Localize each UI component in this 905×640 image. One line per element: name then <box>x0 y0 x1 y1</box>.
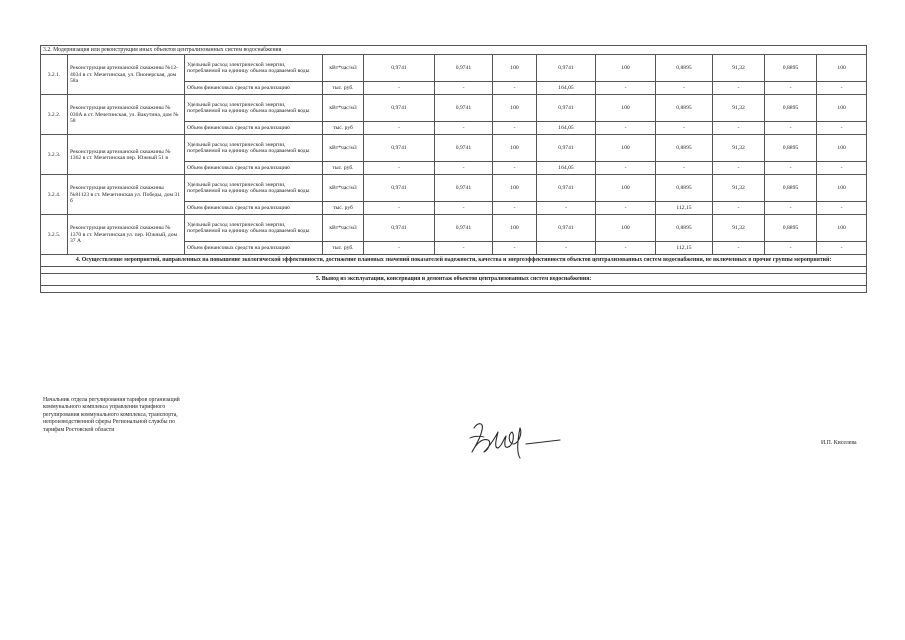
value-cell: 0,9741 <box>364 55 435 82</box>
value-cell: - <box>656 122 713 135</box>
value-cell: 0,8895 <box>656 175 713 202</box>
value-cell: - <box>493 162 537 175</box>
measure-number: 3.2.4. <box>41 175 68 215</box>
signer-title: Начальник отдела регулирования тарифов организаций коммунального комплекса управления тарифного регулирования коммунального комплекса, транспорта, непроизводственной сферы Региональной службы по тарифам Ростовской области <box>43 397 180 433</box>
value-cell: - <box>765 202 817 215</box>
value-cell: 0,9741 <box>435 55 493 82</box>
value-cell: 0,8895 <box>656 95 713 122</box>
value-cell: - <box>493 82 537 95</box>
indicator-unit: тыс. руб. <box>323 162 364 175</box>
value-cell: 100 <box>493 55 537 82</box>
indicator-label: Объем финансовых средств на реализацию <box>185 82 323 95</box>
value-cell: - <box>817 242 867 255</box>
measure-number: 3.2.3. <box>41 135 68 175</box>
value-cell: 100 <box>596 55 656 82</box>
value-cell: - <box>713 82 765 95</box>
value-cell: - <box>435 122 493 135</box>
indicator-label: Удельный расход электрической энергии, потребляемой на единицу объема подаваемой воды <box>185 215 323 242</box>
value-cell: - <box>364 162 435 175</box>
measure-number: 3.2.2. <box>41 95 68 135</box>
blank-row <box>41 286 867 293</box>
measure-row-energy <box>41 175 867 202</box>
signer-name: И.П. Киселева <box>821 440 857 446</box>
section-3-2-row <box>41 46 867 55</box>
value-cell: - <box>713 122 765 135</box>
value-cell: 0,9741 <box>537 215 596 242</box>
value-cell: - <box>596 82 656 95</box>
value-cell: - <box>656 82 713 95</box>
value-cell: 100 <box>493 95 537 122</box>
value-cell: 0,8895 <box>765 95 817 122</box>
value-cell: - <box>364 242 435 255</box>
value-cell: - <box>817 202 867 215</box>
measure-row-energy <box>41 215 867 242</box>
measure-name: Реконструкция артезианской скважины № 1370 в ст. Мечетинская ул. пер. Южный, дом 37 А <box>68 215 185 255</box>
value-cell: 0,9741 <box>435 135 493 162</box>
value-cell: 100 <box>817 55 867 82</box>
value-cell: 100 <box>817 175 867 202</box>
measure-name: Реконструкция артезианской скважины № 1362 в ст. Мечетинская пер. Южный 51 в <box>68 135 185 175</box>
value-cell: 0,9741 <box>435 175 493 202</box>
indicator-label: Объем финансовых средств на реализацию <box>185 242 323 255</box>
indicator-label: Удельный расход электрической энергии, потребляемой на единицу объема подаваемой воды <box>185 175 323 202</box>
value-cell: - <box>435 202 493 215</box>
value-cell: 100 <box>596 95 656 122</box>
value-cell: - <box>435 82 493 95</box>
value-cell: 164,05 <box>537 82 596 95</box>
indicator-label: Удельный расход электрической энергии, потребляемой на единицу объема подаваемой воды <box>185 95 323 122</box>
value-cell: - <box>596 122 656 135</box>
value-cell: 0,8895 <box>765 215 817 242</box>
value-cell: - <box>765 162 817 175</box>
value-cell: 0,8895 <box>765 55 817 82</box>
value-cell: - <box>765 82 817 95</box>
value-cell: 91,32 <box>713 95 765 122</box>
indicator-unit: кВт*час/м3 <box>323 95 364 122</box>
value-cell: 112,15 <box>656 202 713 215</box>
value-cell: - <box>713 242 765 255</box>
value-cell: 0,9741 <box>435 215 493 242</box>
value-cell: - <box>537 202 596 215</box>
value-cell: - <box>364 202 435 215</box>
value-cell: - <box>493 242 537 255</box>
section-3-2-title: 3.2. Модернизация или реконструкция иных объектов централизованных систем водоснабжения <box>41 46 867 55</box>
indicator-unit: тыс. руб <box>323 122 364 135</box>
indicator-unit: тыс. руб. <box>323 82 364 95</box>
value-cell: - <box>817 162 867 175</box>
measure-number: 3.2.5. <box>41 215 68 255</box>
value-cell: 0,8895 <box>765 175 817 202</box>
value-cell: - <box>537 242 596 255</box>
indicator-unit: кВт*час/м3 <box>323 55 364 82</box>
value-cell: - <box>493 202 537 215</box>
value-cell: 0,9741 <box>435 95 493 122</box>
value-cell: 0,9741 <box>364 135 435 162</box>
measure-number: 3.2.1. <box>41 55 68 95</box>
indicator-unit: тыс. руб. <box>323 242 364 255</box>
value-cell: 100 <box>596 215 656 242</box>
value-cell: - <box>596 162 656 175</box>
indicator-label: Объем финансовых средств на реализацию <box>185 162 323 175</box>
value-cell: 100 <box>817 215 867 242</box>
value-cell: 112,15 <box>656 242 713 255</box>
indicator-label: Удельный расход электрической энергии, потребляемой на единицу объема подаваемой воды <box>185 55 323 82</box>
value-cell: - <box>817 122 867 135</box>
value-cell: 0,9741 <box>364 175 435 202</box>
value-cell: 100 <box>493 215 537 242</box>
value-cell: - <box>596 242 656 255</box>
value-cell: 0,8895 <box>656 215 713 242</box>
value-cell: - <box>435 242 493 255</box>
value-cell: 0,9741 <box>364 215 435 242</box>
value-cell: - <box>713 162 765 175</box>
value-cell: - <box>656 162 713 175</box>
measure-row-energy <box>41 55 867 82</box>
measure-row-energy <box>41 135 867 162</box>
measure-name: Реконструкция артезианской скважины №81123 в ст. Мечетинская ул. Победы, дом 31 б <box>68 175 185 215</box>
value-cell: - <box>364 82 435 95</box>
value-cell: - <box>713 202 765 215</box>
value-cell: 0,9741 <box>537 175 596 202</box>
value-cell: 91,32 <box>713 135 765 162</box>
measures-table <box>40 45 867 293</box>
indicator-unit: кВт*час/м3 <box>323 135 364 162</box>
blank-cell <box>41 267 867 274</box>
value-cell: - <box>817 82 867 95</box>
section-5-title: 5. Вывод из эксплуатации, консервация и демонтаж объектов централизованных систем водоснабжения: <box>41 274 867 286</box>
value-cell: - <box>596 202 656 215</box>
indicator-label: Объем финансовых средств на реализацию <box>185 202 323 215</box>
indicator-unit: кВт*час/м3 <box>323 215 364 242</box>
value-cell: - <box>765 122 817 135</box>
value-cell: - <box>765 242 817 255</box>
section-5-row <box>41 274 867 286</box>
value-cell: 100 <box>817 135 867 162</box>
value-cell: 91,32 <box>713 175 765 202</box>
value-cell: 0,8895 <box>656 55 713 82</box>
value-cell: 164,05 <box>537 162 596 175</box>
indicator-unit: кВт*час/м3 <box>323 175 364 202</box>
value-cell: - <box>493 122 537 135</box>
value-cell: 0,9741 <box>537 95 596 122</box>
value-cell: 100 <box>493 135 537 162</box>
measure-name: Реконструкция артезианской скважины № 030А в ст. Мечетинская, ул. Вакутина, дом № 58 <box>68 95 185 135</box>
measure-row-energy <box>41 95 867 122</box>
value-cell: 0,8895 <box>765 135 817 162</box>
value-cell: 100 <box>596 175 656 202</box>
blank-row <box>41 267 867 274</box>
handwritten-signature <box>468 418 568 460</box>
value-cell: 0,9741 <box>537 135 596 162</box>
value-cell: 100 <box>596 135 656 162</box>
value-cell: 0,8895 <box>656 135 713 162</box>
value-cell: 100 <box>493 175 537 202</box>
measure-name: Реконструкция артезианской скважины №12-4034 в ст. Мечетинская, ул. Пионерская, дом 58а <box>68 55 185 95</box>
value-cell: 164,05 <box>537 122 596 135</box>
value-cell: 0,9741 <box>364 95 435 122</box>
value-cell: 100 <box>817 95 867 122</box>
indicator-label: Удельный расход электрической энергии, потребляемой на единицу объема подаваемой воды <box>185 135 323 162</box>
value-cell: 91,32 <box>713 55 765 82</box>
indicator-unit: тыс. руб <box>323 202 364 215</box>
value-cell: 91,32 <box>713 215 765 242</box>
blank-cell <box>41 286 867 293</box>
section-4-row <box>41 255 867 267</box>
value-cell: 0,9741 <box>537 55 596 82</box>
value-cell: - <box>364 122 435 135</box>
indicator-label: Объем финансовых средств на реализацию <box>185 122 323 135</box>
value-cell: - <box>435 162 493 175</box>
section-4-title: 4. Осуществление мероприятий, направленных на повышение экологической эффективности, достижение плановых значений показателей надежности, качества и энергоэффективности объектов централизованных систем водоснабжения, не включенных в прочие группы мероприятий: <box>41 255 867 267</box>
